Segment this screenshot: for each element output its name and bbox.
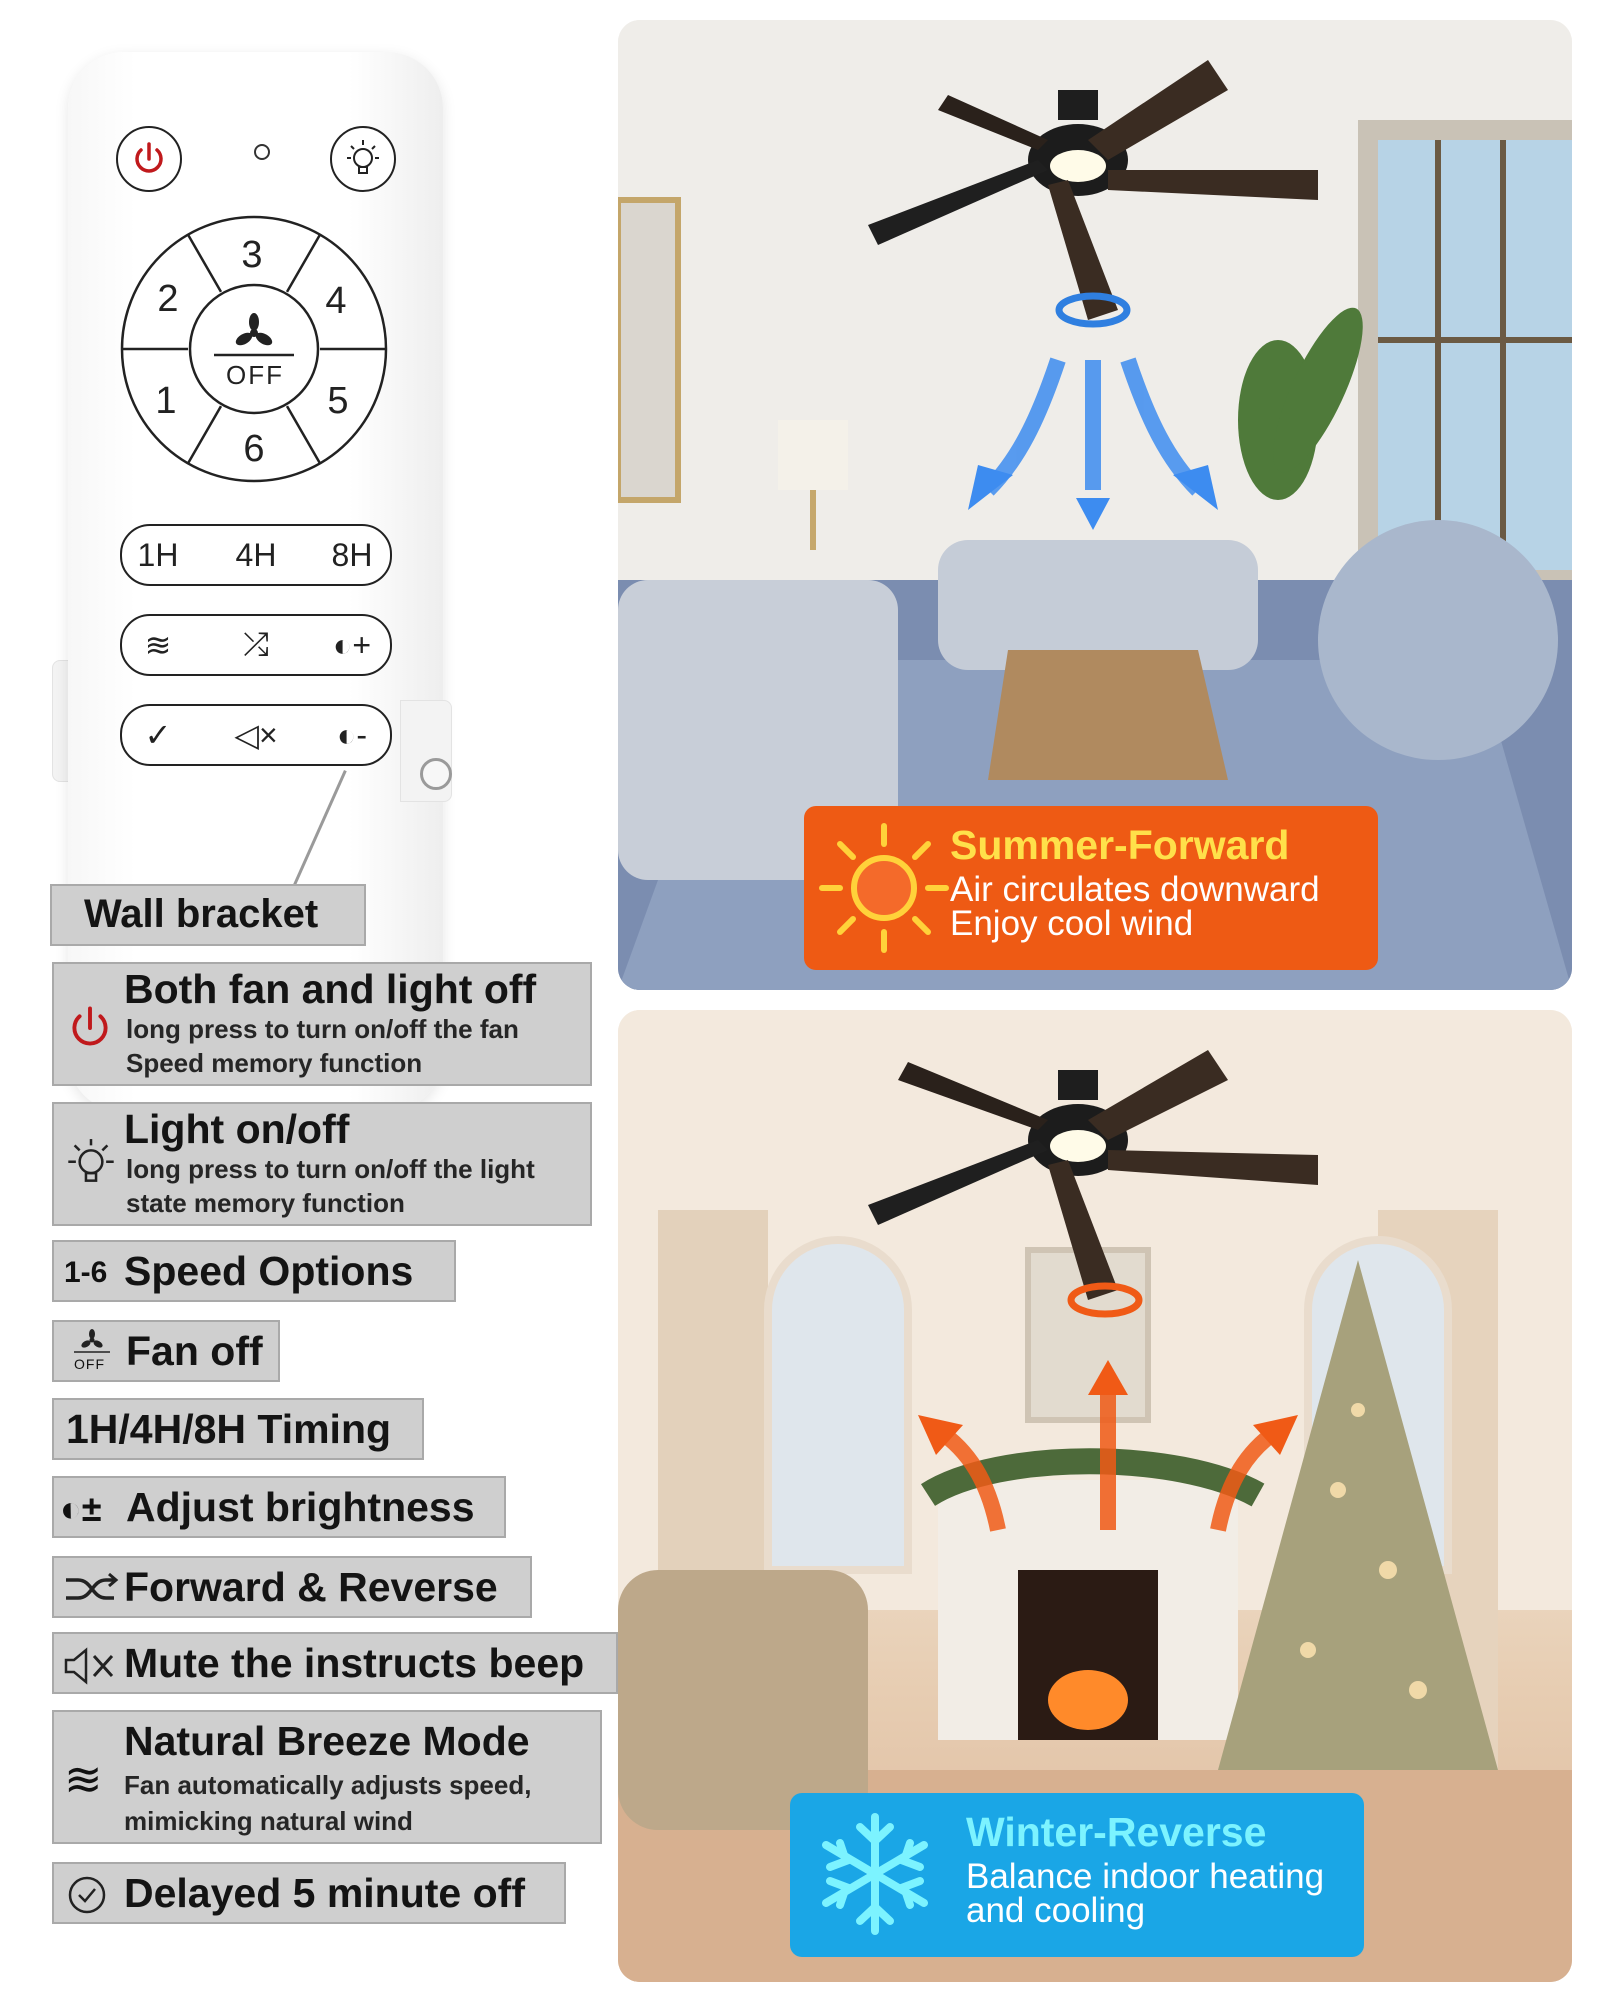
wall-bracket-screw [420,758,452,790]
wall-bracket-label [50,884,366,946]
fan-off-icon-text: OFF [74,1356,105,1372]
summer-line2: Enjoy cool wind [950,904,1194,943]
mute-button[interactable] [216,706,296,764]
timer-button-row [120,524,392,586]
summer-title: Summer-Forward [950,822,1290,868]
breeze-icon: ≋ [64,1753,103,1805]
forward-reverse-icon: ⤮ [243,626,269,662]
speed-5-button[interactable]: 5 [327,380,349,422]
forward-reverse-icon [62,1572,120,1606]
breeze-label-title: Natural Breeze Mode [124,1718,530,1764]
forward-reverse-label [52,1556,532,1618]
timer-4h-button[interactable]: 4H [235,536,277,573]
forward-reverse-button[interactable] [216,616,296,674]
breeze-label-line1: Fan automatically adjusts speed, [124,1770,532,1800]
timing-text: 1H/4H/8H Timing [66,1406,392,1452]
timer-1h-button[interactable]: 1H [137,536,179,573]
fan-icon [72,1328,112,1356]
light-bulb-icon [62,1134,120,1192]
winter-line2: and cooling [966,1891,1146,1930]
speed-options-text: Speed Options [124,1248,414,1294]
timer-check-icon [66,1874,108,1916]
indicator-led [254,144,270,160]
brightness-icon: ◐± [60,1488,102,1529]
speed-4-button[interactable]: 4 [325,280,347,322]
power-icon [64,1002,116,1054]
sun-icon [816,820,952,956]
mute-label [52,1632,618,1694]
delay-off-button[interactable] [118,706,198,764]
fan-off-text: Fan off [126,1328,263,1374]
utility-button-row [120,704,392,766]
winter-title: Winter-Reverse [966,1809,1267,1855]
delayed-off-label [52,1862,566,1924]
light-bulb-icon [340,136,386,182]
power-label-line1: long press to turn on/off the fan [126,1014,519,1044]
speed-6-button[interactable]: 6 [243,428,265,470]
winter-reverse-badge [790,1793,1364,1957]
forward-reverse-text: Forward & Reverse [124,1564,498,1610]
power-label [52,962,592,1086]
brightness-minus-icon: ◐- [337,716,367,753]
snowflake-icon [810,1809,940,1939]
brightness-down-button[interactable] [312,706,392,764]
mute-text: Mute the instructs beep [124,1640,585,1686]
light-button[interactable] [330,126,396,192]
speed-1-button[interactable]: 1 [155,380,177,422]
summer-line1: Air circulates downward [950,870,1320,909]
wall-bracket-text: Wall bracket [84,892,319,936]
speed-3-button[interactable]: 3 [241,234,263,276]
speed-2-button[interactable]: 2 [157,278,179,320]
power-icon [129,139,169,179]
power-label-line2: Speed memory function [126,1048,423,1078]
winter-line1: Balance indoor heating [966,1857,1325,1896]
brightness-plus-icon: ◐+ [332,626,371,663]
mute-icon [62,1646,118,1686]
light-label [52,1102,592,1226]
breeze-label [52,1710,602,1844]
timing-label [52,1398,424,1460]
breeze-button[interactable] [118,616,198,674]
brightness-up-button[interactable] [312,616,392,674]
mode-button-row [120,614,392,676]
brightness-text: Adjust brightness [126,1484,475,1530]
breeze-icon: ≋ [144,627,172,663]
breeze-label-line2: mimicking natural wind [124,1806,413,1836]
power-button[interactable] [116,126,182,192]
light-label-title: Light on/off [124,1106,350,1152]
speed-options-prefix: 1-6 [64,1256,108,1289]
power-label-title: Both fan and light off [124,966,537,1012]
delayed-off-text: Delayed 5 minute off [124,1870,525,1916]
summer-forward-badge [804,806,1378,970]
timer-check-icon: ✓ [144,717,172,753]
light-label-line1: long press to turn on/off the light [126,1154,535,1184]
fan-off-label [52,1320,280,1382]
speed-options-label [52,1240,456,1302]
light-label-line2: state memory function [126,1188,405,1218]
timer-8h-button[interactable]: 8H [331,536,373,573]
brightness-label [52,1476,506,1538]
fan-off-button[interactable]: OFF [226,360,284,390]
mute-icon: ◁× [234,717,278,753]
